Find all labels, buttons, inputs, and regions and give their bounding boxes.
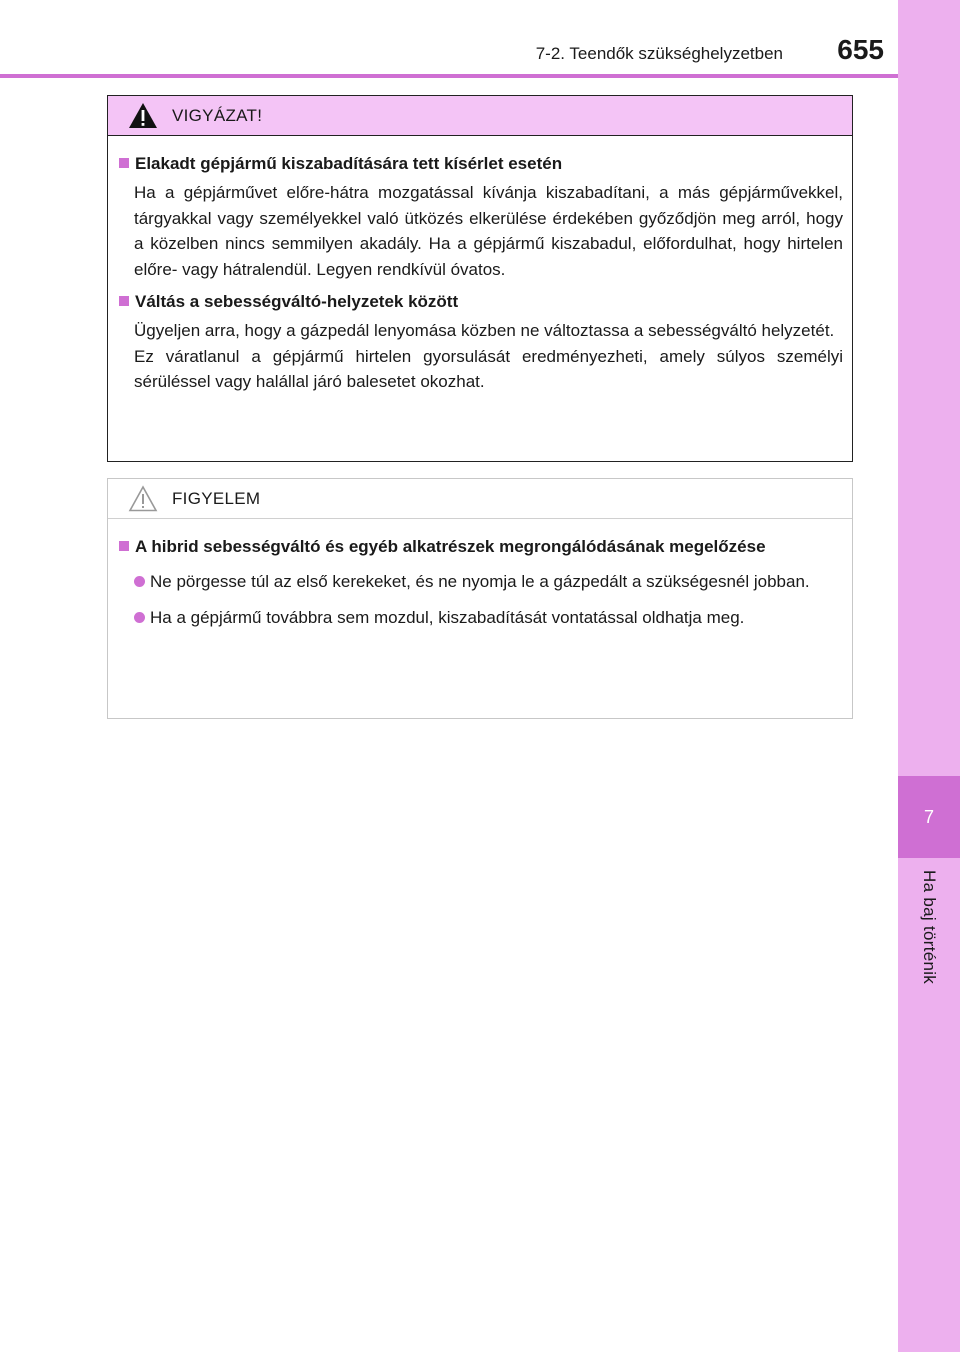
warning-section-heading: Elakadt gépjármű kiszabadítására tett kísérlet esetén <box>119 152 843 176</box>
warning-section-heading: Váltás a sebességváltó-helyzetek között <box>119 290 843 314</box>
section-title: 7-2. Teendők szükséghelyzetben <box>535 44 783 63</box>
chapter-number-tab[interactable]: 7 <box>898 776 960 858</box>
notice-body <box>108 519 852 630</box>
page-number: 655 <box>837 34 884 65</box>
square-bullet-icon <box>119 158 129 168</box>
warning-icon <box>128 102 158 129</box>
notice-heading: A hibrid sebességváltó és egyéb alkatrészek megrongálódásának megelőzése <box>119 535 843 559</box>
header-rule <box>0 74 898 78</box>
notice-box <box>107 478 853 719</box>
chapter-title-tab <box>898 870 960 1020</box>
warning-body <box>108 136 852 395</box>
round-bullet-icon <box>134 576 145 587</box>
notice-bullet: Ne pörgesse túl az első kerekeket, és ne nyomja le a gázpedált a szükségesnél jobban. <box>134 569 843 595</box>
notice-label: FIGYELEM <box>172 488 261 508</box>
warning-box <box>107 95 853 462</box>
notice-header <box>108 479 852 519</box>
square-bullet-icon <box>119 541 129 551</box>
warning-label: VIGYÁZAT! <box>172 105 263 125</box>
round-bullet-icon <box>134 612 145 623</box>
caution-outline-icon <box>128 485 158 512</box>
notice-bullet: Ha a gépjármű továbbra sem mozdul, kiszabadítását vontatással oldhatja meg. <box>134 605 843 631</box>
page-header <box>0 0 898 78</box>
warning-section-text: Ha a gépjárművet előre-hátra mozgatással kívánja kiszabadítani, a más gépjárművekkel, tárgyakkal vagy személyekkel való ütközés elkerülése érdekében győződjön meg arról, hogy a közelben nincs semmilyen akadály. Ha a gépjármű kiszabadul, előfordulhat, hogy hirtelen előre- vagy hátralendül. Legyen rendkívül óvatos. <box>134 183 843 279</box>
chapter-title: Ha baj történik <box>920 870 939 985</box>
square-bullet-icon <box>119 296 129 306</box>
warning-header <box>108 96 852 136</box>
warning-section-text: Ügyeljen arra, hogy a gázpedál lenyomása közben ne változtassa a sebességváltó helyzetét. Ez váratlanul a gépjármű hirtelen gyorsulását eredményezheti, amely súlyos személyi sérüléssel vagy halállal járó balesetet okozhat. <box>134 321 843 391</box>
chapter-side-tab <box>898 0 960 1352</box>
